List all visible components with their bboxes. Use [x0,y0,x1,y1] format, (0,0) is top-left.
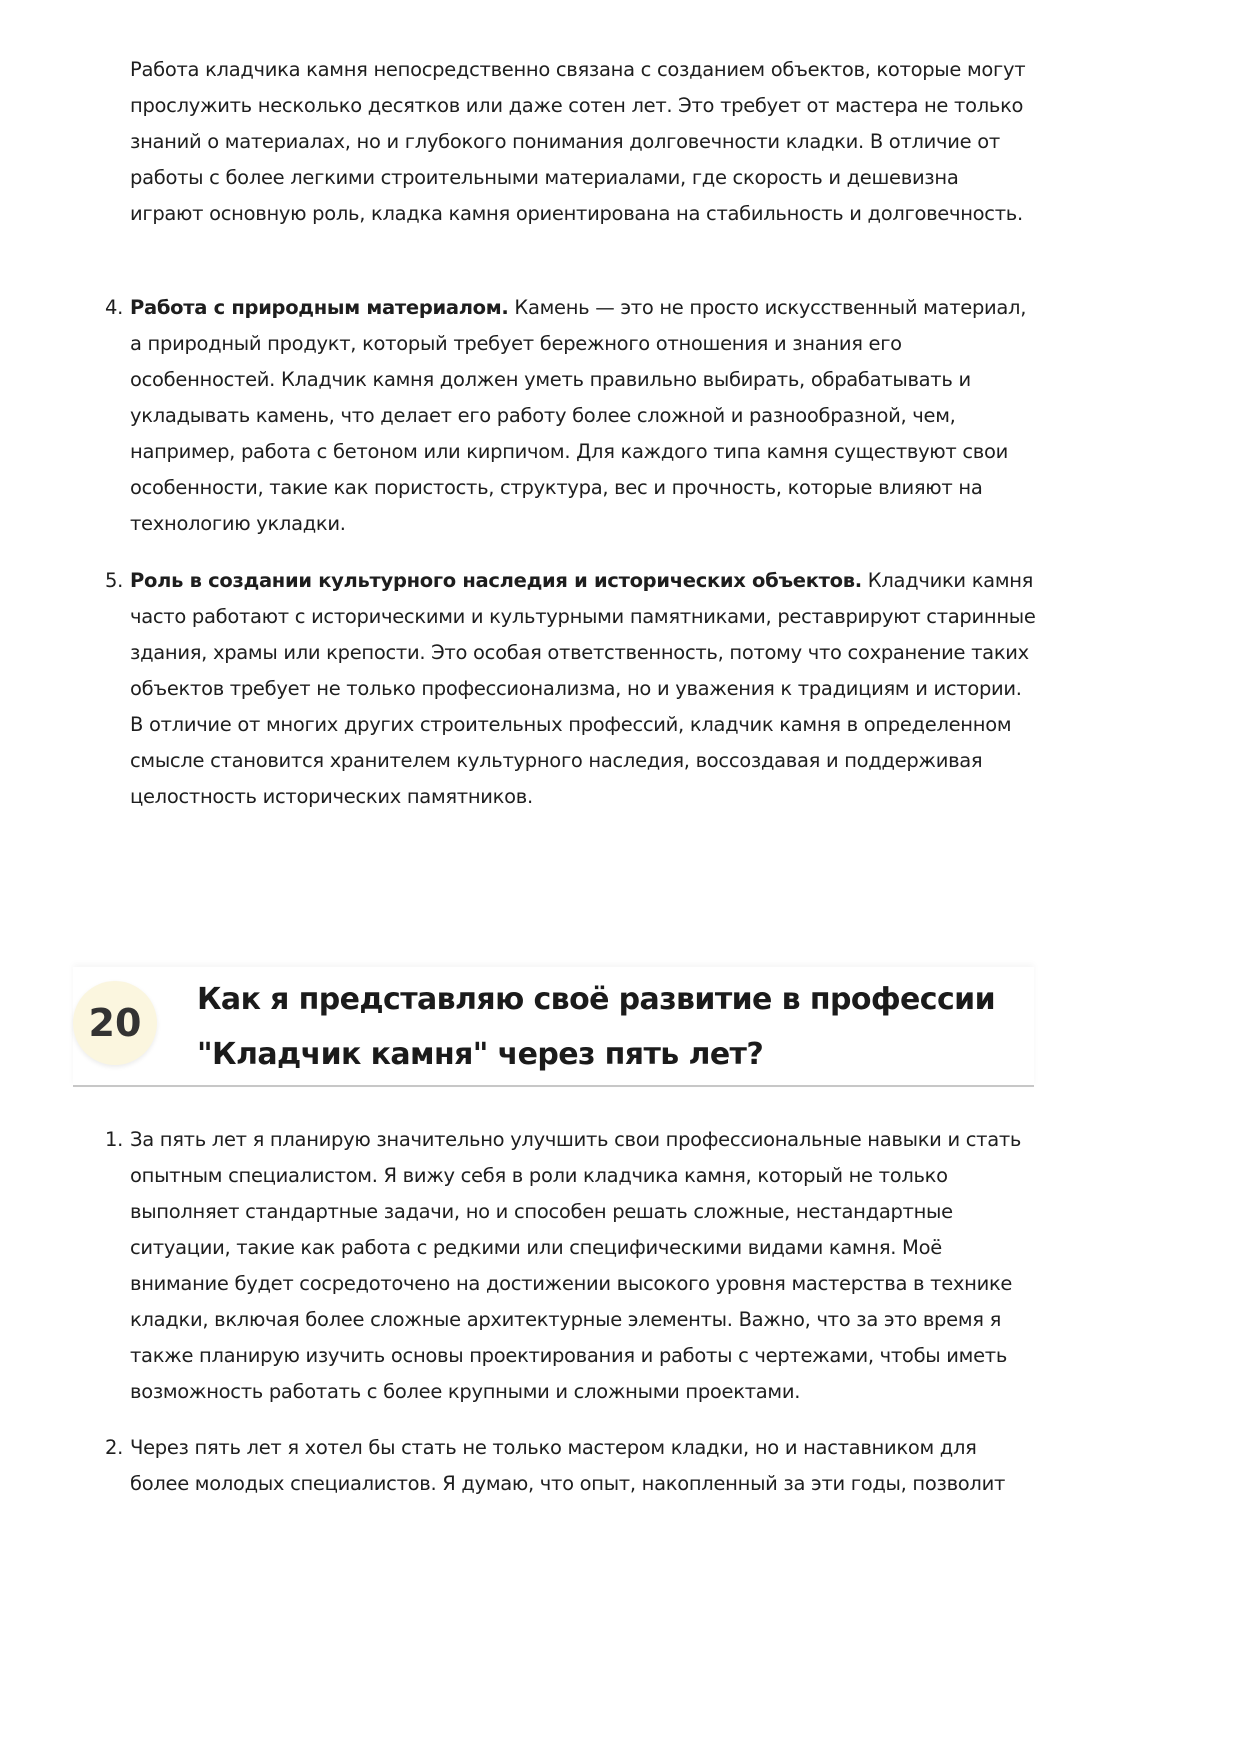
list-item-1 [105,1122,1036,1410]
list-item-text: Камень — это не просто искусственный материал, а природный продукт, который требует бережного отношения и знания его особенностей. Кладчик камня должен уметь правильно выбирать, обрабатывать и укладывать камень, что делает его работу более сложной и разнообразной, чем, например, работа с бетоном или кирпичом. Для каждого типа камня существуют свои особенности, такие как пористость, структура, вес и прочность, которые влияют на технологию укладки. [130,296,1027,535]
section-title: Как я представляю своё развитие в профессии "Кладчик камня" через пять лет? [197,982,995,1072]
list-number: 1. [105,1128,124,1151]
list-item-text: Кладчики камня часто работают с историческими и культурными памятниками, реставрируют старинные здания, храмы или крепости. Это особая ответственность, потому что сохранение таких объектов требует не только профессионализма, но и уважения к традициям и истории. В отличие от многих других строительных профессий, кладчик камня в определенном смысле становится хранителем культурного наследия, воссоздавая и поддерживая целостность исторических памятников. [130,569,1036,808]
list-item-heading: Роль в создании культурного наследия и исторических объектов. [130,569,862,592]
list-item-5 [105,563,1036,815]
list-number: 4. [105,296,124,319]
list-item-4 [105,290,1036,542]
section-number-badge: 20 [73,981,157,1065]
list-item-2 [105,1430,1036,1502]
list-item-text: Через пять лет я хотел бы стать не только мастером кладки, но и наставником для более молодых специалистов. Я думаю, что опыт, накопленный за эти годы, позволит [130,1436,1006,1495]
section-header [73,967,1034,1087]
list-item-heading: Работа с природным материалом. [130,296,509,319]
list-item-text: За пять лет я планирую значительно улучшить свои профессиональные навыки и стать опытным специалистом. Я вижу себя в роли кладчика камня, который не только выполняет стандартные задачи, но и способен решать сложные, нестандартные ситуации, такие как работа с редкими или специфическими видами камня. Моё внимание будет сосредоточено на достижении высокого уровня мастерства в технике кладки, включая более сложные архитектурные элементы. Важно, что за это время я также планирую изучить основы проектирования и работы с чертежами, чтобы иметь возможность работать с более крупными и сложными проектами. [130,1128,1022,1403]
list-number: 2. [105,1436,124,1459]
list-number: 5. [105,569,124,592]
intro-paragraph: Работа кладчика камня непосредственно связана с созданием объектов, которые могут прослужить несколько десятков или даже сотен лет. Это требует от мастера не только знаний о материалах, но и глубокого понимания долговечности кладки. В отличие от работы с более легкими строительными материалами, где скорость и дешевизна играют основную роль, кладка камня ориентирована на стабильность и долговечность. [130,58,1026,225]
